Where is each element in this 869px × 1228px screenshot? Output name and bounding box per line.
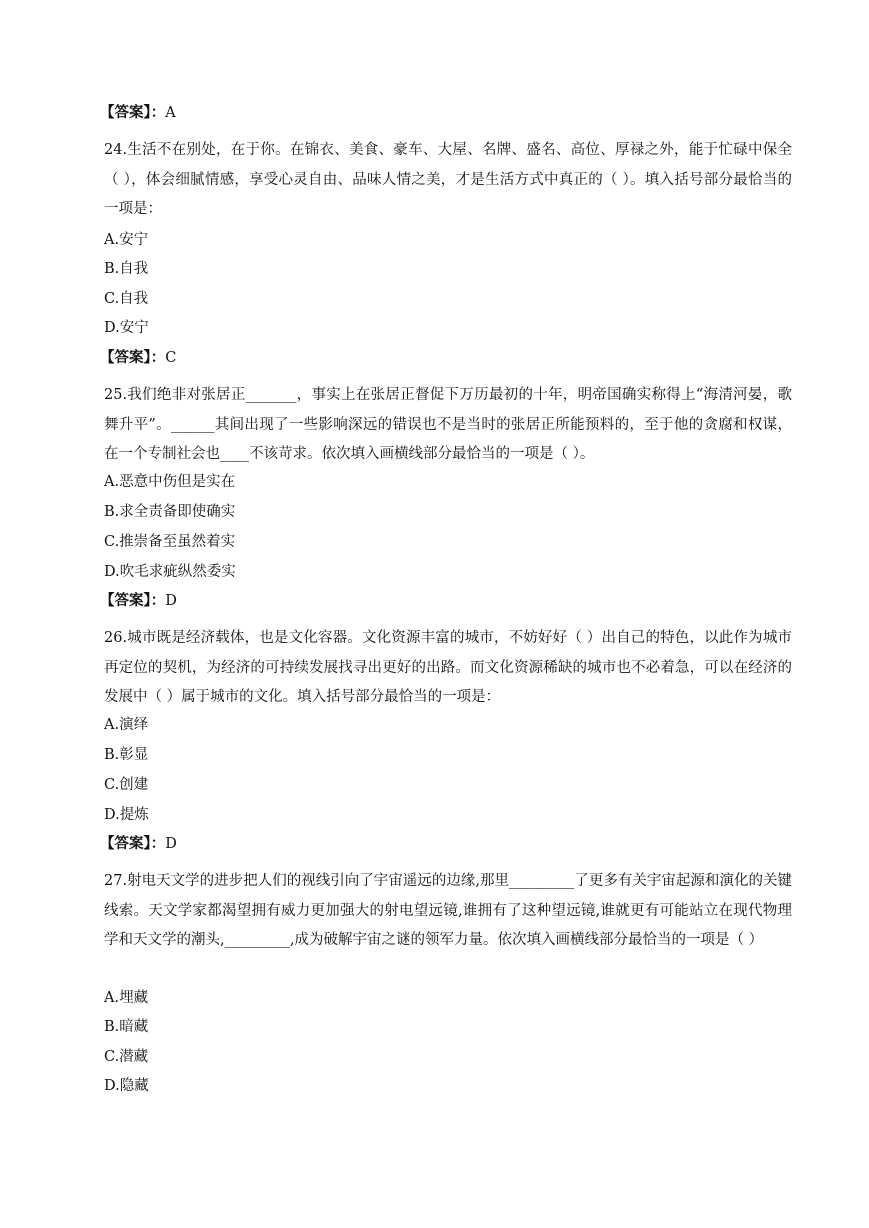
question-27-option-b: B.暗藏 — [104, 1019, 149, 1035]
answer-value: D — [165, 593, 177, 609]
question-26-text: 26.城市既是经济载体，也是文化容器。文化资源丰富的城市，不妨好好（ ）出自己的特色，以此作为城市再定位的契机，为经济的可持续发展找寻出更好的出路。而文化资源稀缺的城市也不必着急，可以在经济的发展中（ ）属于城市的文化。填入括号部分最恰当的一项是： — [104, 630, 792, 706]
answer-value: D — [165, 836, 177, 852]
question-26-option-d: D.提炼 — [104, 807, 149, 823]
question-24-option-a: A.安宁 — [104, 232, 149, 248]
answer-line-26 — [100, 834, 177, 854]
question-24-option-b: B.自我 — [104, 261, 149, 277]
answer-value: C — [165, 350, 177, 366]
question-24-option-d: D.安宁 — [104, 320, 149, 336]
question-26-option-b: B.彰显 — [104, 747, 149, 763]
answer-label: 【答案】： — [100, 350, 166, 366]
question-27-option-a: A.埋藏 — [104, 990, 149, 1006]
question-27-text: 27.射电天文学的进步把人们的视线引向了宇宙遥远的边缘,那里_________了更多有关宇宙起源和演化的关键线索。天文学家都渴望拥有威力更加强大的射电望远镜,谁拥有了这种望远镜,谁就更有可能站立在现代物理学和天文学的潮头,_________,成为破解宇宙之谜的领军力量。依次填入画横线部分最恰当的一项是（ ） — [104, 873, 792, 949]
answer-label: 【答案】： — [100, 593, 166, 609]
question-27-option-c: C.潜藏 — [104, 1049, 149, 1065]
answer-value: A — [165, 105, 176, 121]
answer-line-23 — [100, 103, 176, 123]
question-25-option-b: B.求全责备即使确实 — [104, 504, 236, 520]
answer-line-25 — [100, 591, 177, 611]
question-24-text: 24.生活不在别处，在于你。在锦衣、美食、豪车、大屋、名牌、盛名、高位、厚禄之外，能于忙碌中保全（ ），体会细腻情感，享受心灵自由、品味人情之美，才是生活方式中真正的（ ）。填入括号部分最恰当的一项是： — [104, 142, 792, 218]
question-25-option-a: A.恶意中伤但是实在 — [104, 474, 236, 490]
question-25-text: 25.我们绝非对张居正_______，事实上在张居正督促下万历最初的十年，明帝国确实称得上“海清河晏，歌舞升平”。______其间出现了一些影响深远的错误也不是当时的张居正所能预料的，至于他的贪腐和权谋，在一个专制社会也____不该苛求。依次填入画横线部分最恰当的一项是（ ）。 — [104, 387, 792, 463]
answer-label: 【答案】： — [100, 836, 166, 852]
question-27-option-d: D.隐藏 — [104, 1078, 149, 1094]
question-24-option-c: C.自我 — [104, 291, 149, 307]
question-26-option-a: A.演绎 — [104, 717, 149, 733]
question-26-option-c: C.创建 — [104, 777, 149, 793]
question-25-option-c: C.推崇备至虽然着实 — [104, 534, 236, 550]
answer-label: 【答案】： — [100, 105, 166, 121]
question-25-option-d: D.吹毛求疵纵然委实 — [104, 564, 236, 580]
answer-line-24 — [100, 348, 176, 368]
